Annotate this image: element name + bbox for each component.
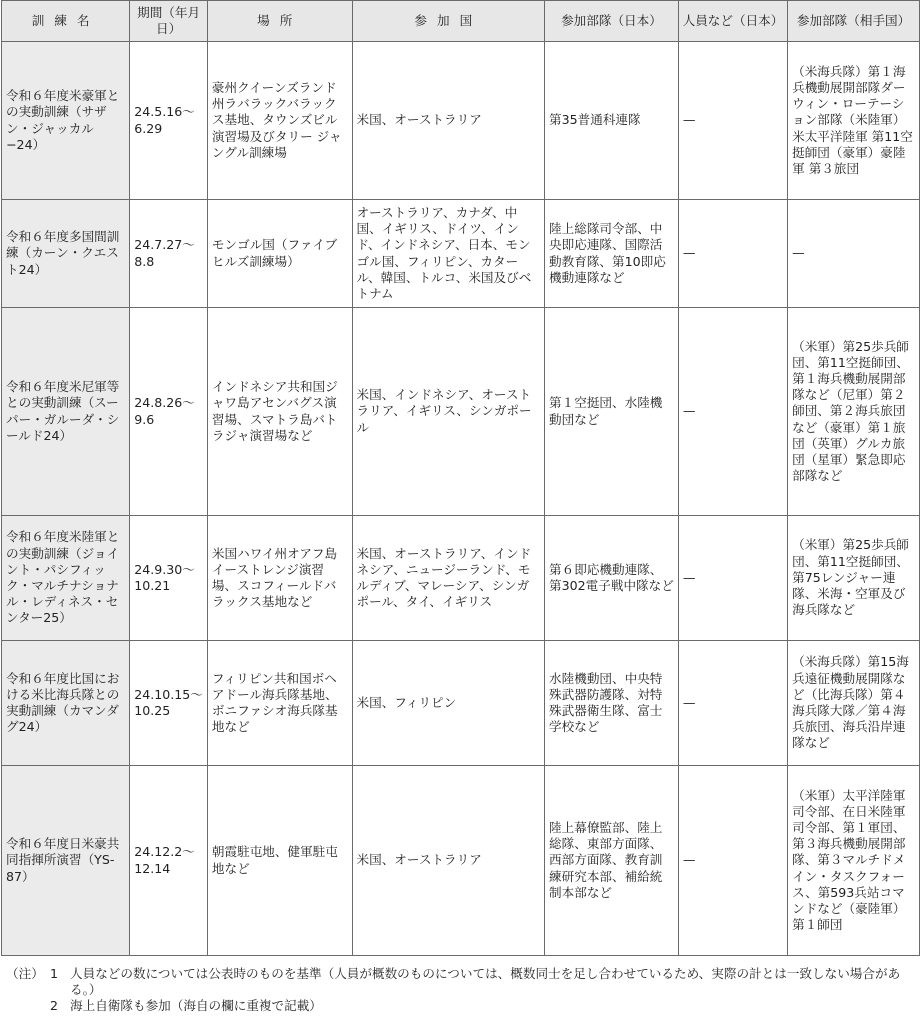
exercise-countries: 米国、インドネシア、オーストラリア、イギリス、シンガポール [352, 308, 545, 516]
exercise-units-japan: 第１空挺団、水陸機動団など [545, 308, 679, 516]
note-item [6, 966, 916, 998]
exercise-countries: オーストラリア、カナダ、中国、イギリス、ドイツ、インド、インドネシア、日本、モンゴル国、フィリピン、カタール、韓国、トルコ、米国及びベトナム [352, 200, 545, 308]
exercise-units-japan: 陸上幕僚監部、陸上総隊、東部方面隊、西部方面隊、教育訓練研究本部、補給統制本部など [545, 766, 679, 956]
header-location: 場所 [207, 1, 352, 42]
header-personnel-japan: 人員など（日本） [678, 1, 787, 42]
table-row [2, 516, 920, 641]
note-item [6, 998, 916, 1014]
exercise-units-japan: 陸上総隊司令部、中央即応連隊、国際活動教育隊、第10即応機動連隊など [545, 200, 679, 308]
exercise-units-partner: （米軍）第25歩兵師団、第11空挺師団、第75レンジャー連隊、米海・空軍及び海兵隊など [788, 516, 920, 641]
exercise-table [1, 0, 920, 956]
header-units-partner: 参加部隊（相手国） [788, 1, 920, 42]
exercise-name: 令和６年度米豪軍との実動訓練（サザン・ジャッカル−24） [2, 42, 130, 200]
note-text: 人員などの数については公表時のものを基準（人員が概数のものについては、概数同士を足し合わせているため、実際の計とは一致しない場合がある。） [70, 966, 901, 997]
header-name: 訓練名 [2, 1, 130, 42]
exercise-period: 24.9.30〜10.21 [130, 516, 208, 641]
note-number: 1 [49, 966, 58, 981]
notes-label: （注） [6, 966, 44, 981]
exercise-period: 24.8.26〜9.6 [130, 308, 208, 516]
exercise-period: 24.10.15〜10.25 [130, 641, 208, 766]
exercise-name: 令和６年度日米豪共同指揮所演習（YS-87） [2, 766, 130, 956]
exercise-personnel: — [678, 200, 787, 308]
exercise-name: 令和６年度多国間訓練（カーン・クエスト24） [2, 200, 130, 308]
exercise-units-partner: （米海兵隊）第１海兵機動展開部隊ダーウィン・ローテーション部隊（米陸軍）米太平洋陸軍 第11空挺師団（豪軍）豪陸軍 第３旅団 [788, 42, 920, 200]
exercise-units-partner: （米軍）太平洋陸軍司令部、在日米陸軍司令部、第１軍団、第３海兵機動展開部隊、第３マルチドメイン・タスクフォース、第593兵站コマンドなど（豪陸軍）第１師団 [788, 766, 920, 956]
notes [6, 966, 916, 1014]
exercise-countries: 米国、オーストラリア [352, 42, 545, 200]
table-row [2, 766, 920, 956]
exercise-personnel: — [678, 42, 787, 200]
exercise-countries: 米国、オーストラリア、インドネシア、ニュージーランド、モルディブ、マレーシア、シンガポール、タイ、イギリス [352, 516, 545, 641]
exercise-units-japan: 第35普通科連隊 [545, 42, 679, 200]
table-row [2, 42, 920, 200]
exercise-period: 24.5.16〜6.29 [130, 42, 208, 200]
exercise-name: 令和６年度米陸軍との実動訓練（ジョイント・パシフィック・マルチナショナル・レディネス・センター25） [2, 516, 130, 641]
table-row [2, 200, 920, 308]
note-number: 2 [49, 998, 58, 1013]
exercise-countries: 米国、フィリピン [352, 641, 545, 766]
table-row [2, 308, 920, 516]
header-period: 期間（年月日） [130, 1, 208, 42]
exercise-location: 豪州クイーンズランド州ラバラックバラックス基地、タウンズビル演習場及びタリー ジャングル訓練場 [207, 42, 352, 200]
exercise-location: 朝霞駐屯地、健軍駐屯地など [207, 766, 352, 956]
exercise-name: 令和６年度比国における米比海兵隊との実動訓練（カマンダグ24） [2, 641, 130, 766]
exercise-units-partner: （米海兵隊）第15海兵遠征機動展開隊など（比海兵隊）第４海兵隊大隊／第４海兵旅団、海兵沿岸連隊など [788, 641, 920, 766]
exercise-personnel: — [678, 516, 787, 641]
exercise-location: モンゴル国（ファイブヒルズ訓練場） [207, 200, 352, 308]
exercise-location: フィリピン共和国ボヘアドール海兵隊基地、ボニファシオ海兵隊基地など [207, 641, 352, 766]
exercise-period: 24.12.2〜12.14 [130, 766, 208, 956]
exercise-location: インドネシア共和国ジャワ島アセンバグス演習場、スマトラ島バトラジャ演習場など [207, 308, 352, 516]
exercise-period: 24.7.27〜8.8 [130, 200, 208, 308]
table-row [2, 641, 920, 766]
header-units-japan: 参加部隊（日本） [545, 1, 679, 42]
exercise-units-partner: （米軍）第25歩兵師団、第11空挺師団、第１海兵機動展開部隊など（尼軍）第２師団、第２海兵旅団など（豪軍）第１旅団（英軍）グルカ旅団（星軍）緊急即応部隊など [788, 308, 920, 516]
note-text: 海上自衛隊も参加（海自の欄に重複で記載） [70, 998, 322, 1013]
exercise-name: 令和６年度米尼軍等との実動訓練（スーパー・ガルーダ・シールド24） [2, 308, 130, 516]
exercise-personnel: — [678, 641, 787, 766]
exercise-units-japan: 水陸機動団、中央特殊武器防護隊、対特殊武器衛生隊、富士学校など [545, 641, 679, 766]
exercise-personnel: — [678, 308, 787, 516]
exercise-units-japan: 第６即応機動連隊、第302電子戦中隊など [545, 516, 679, 641]
exercise-personnel: — [678, 766, 787, 956]
exercise-countries: 米国、オーストラリア [352, 766, 545, 956]
header-countries: 参加国 [352, 1, 545, 42]
exercise-location: 米国ハワイ州オアフ島イーストレンジ演習場、スコフィールドバラックス基地など [207, 516, 352, 641]
exercise-units-partner: — [788, 200, 920, 308]
header-row [2, 1, 920, 42]
